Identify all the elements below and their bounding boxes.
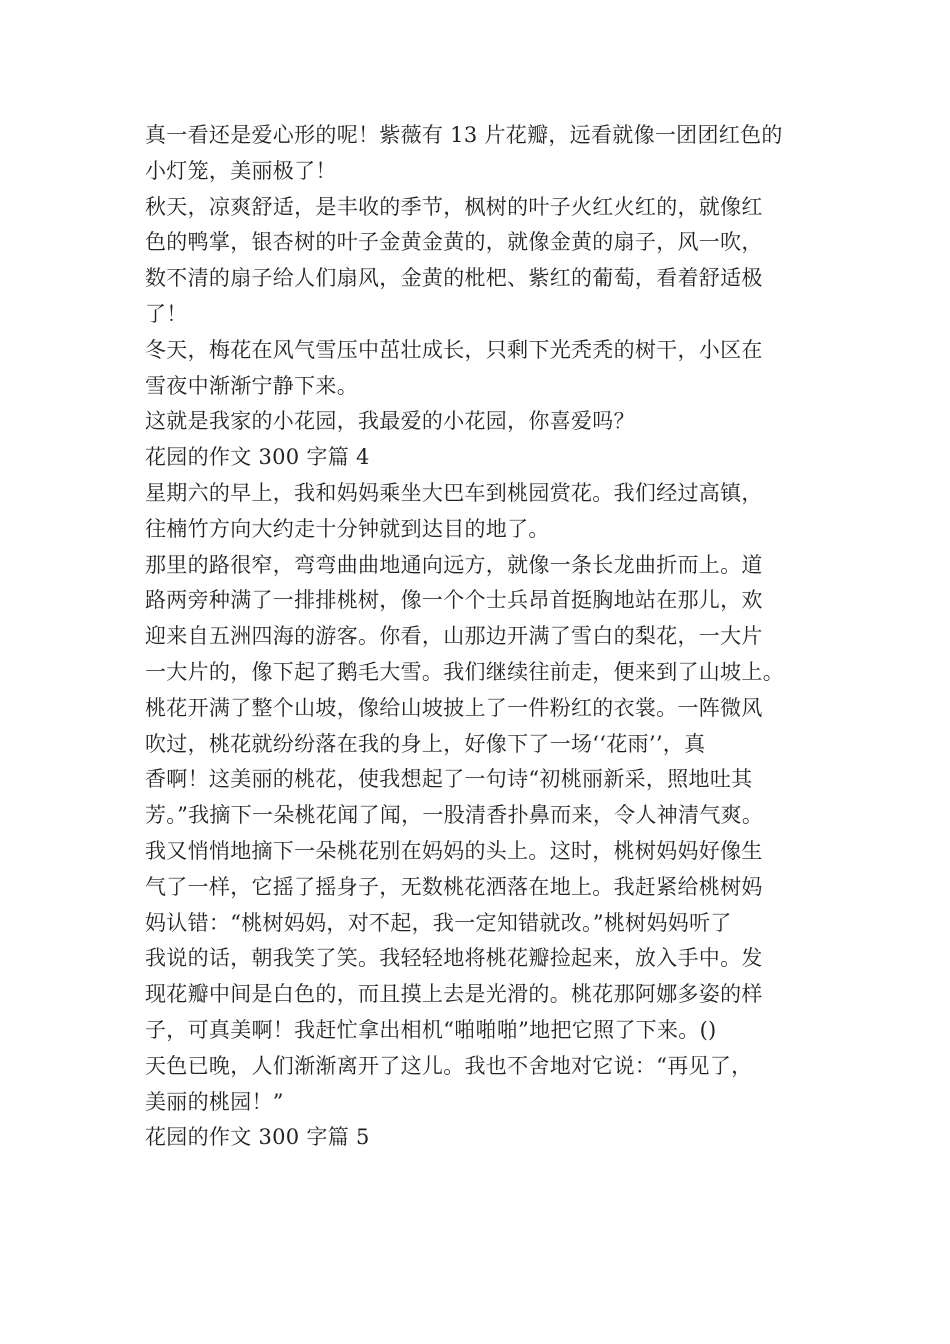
text-line: 这就是我家的小花园，我最爱的小花园，你喜爱吗？ [145,409,635,434]
text-line: 一大片的，像下起了鹅毛大雪。我们继续往前走，便来到了山坡上。 [145,659,784,684]
text-line: 真一看还是爱心形的呢！紫薇有 13 片花瓣，远看就像一团团红色的 [145,123,783,147]
text-line: 芳。”我摘下一朵桃花闻了闻，一股清香扑鼻而来，令人神清气爽。 [145,803,764,828]
text-line: 数不清的扇子给人们扇风，金黄的枇杷、紫红的葡萄，看着舒适极 [145,266,763,291]
document-body [145,118,825,1156]
text-line: 迎来自五洲四海的游客。你看，山那边开满了雪白的梨花，一大片 [145,624,763,649]
text-line: 妈认错：“桃树妈妈，对不起，我一定知错就改。”桃树妈妈听了 [145,910,732,935]
text-line: 子，可真美啊！我赶忙拿出相机“啪啪啪”地把它照了下来。() [145,1017,717,1042]
text-line: 秋天，凉爽舒适，是丰收的季节，枫树的叶子火红火红的，就像红 [145,194,763,219]
text-line: 小灯笼，美丽极了！ [145,158,337,183]
text-line: 香啊！这美丽的桃花，使我想起了一句诗“初桃丽新采，照地吐其 [145,767,753,792]
text-line: 吹过，桃花就纷纷落在我的身上，好像下了一场‘‘花雨’’，真 [145,731,706,756]
text-line: 了！ [145,301,188,326]
text-line: 美丽的桃园！” [145,1089,284,1114]
text-line: 现花瓣中间是白色的，而且摸上去是光滑的。桃花那阿娜多姿的样 [145,982,763,1007]
text-line: 往楠竹方向大约走十分钟就到达目的地了。 [145,516,550,541]
text-line: 雪夜中渐渐宁静下来。 [145,373,358,398]
text-line: 色的鸭掌，银杏树的叶子金黄金黄的，就像金黄的扇子，风一吹， [145,230,763,255]
text-line: 气了一样，它摇了摇身子，无数桃花洒落在地上。我赶紧给桃树妈 [145,874,763,899]
text-line: 我又悄悄地摘下一朵桃花别在妈妈的头上。这时，桃树妈妈好像生 [145,838,763,863]
text-line: 桃花开满了整个山坡，像给山坡披上了一件粉红的衣裳。一阵微风 [145,695,763,720]
section-heading: 花园的作文 300 字篇 4 [145,445,370,470]
text-line: 路两旁种满了一排排桃树，像一个个士兵昂首挺胸地站在那儿，欢 [145,588,763,613]
text-line: 星期六的早上，我和妈妈乘坐大巴车到桃园赏花。我们经过高镇， [145,480,763,505]
text-line: 冬天，梅花在风气雪压中茁壮成长，只剩下光秃秃的树干，小区在 [145,337,763,362]
text-line: 我说的话，朝我笑了笑。我轻轻地将桃花瓣捡起来，放入手中。发 [145,946,763,971]
section-heading: 花园的作文 300 字篇 5 [145,1125,370,1150]
text-line: 那里的路很窄，弯弯曲曲地通向远方，就像一条长龙曲折而上。道 [145,552,763,577]
text-line: 天色已晚，人们渐渐离开了这儿。我也不舍地对它说：“再见了， [145,1053,753,1078]
